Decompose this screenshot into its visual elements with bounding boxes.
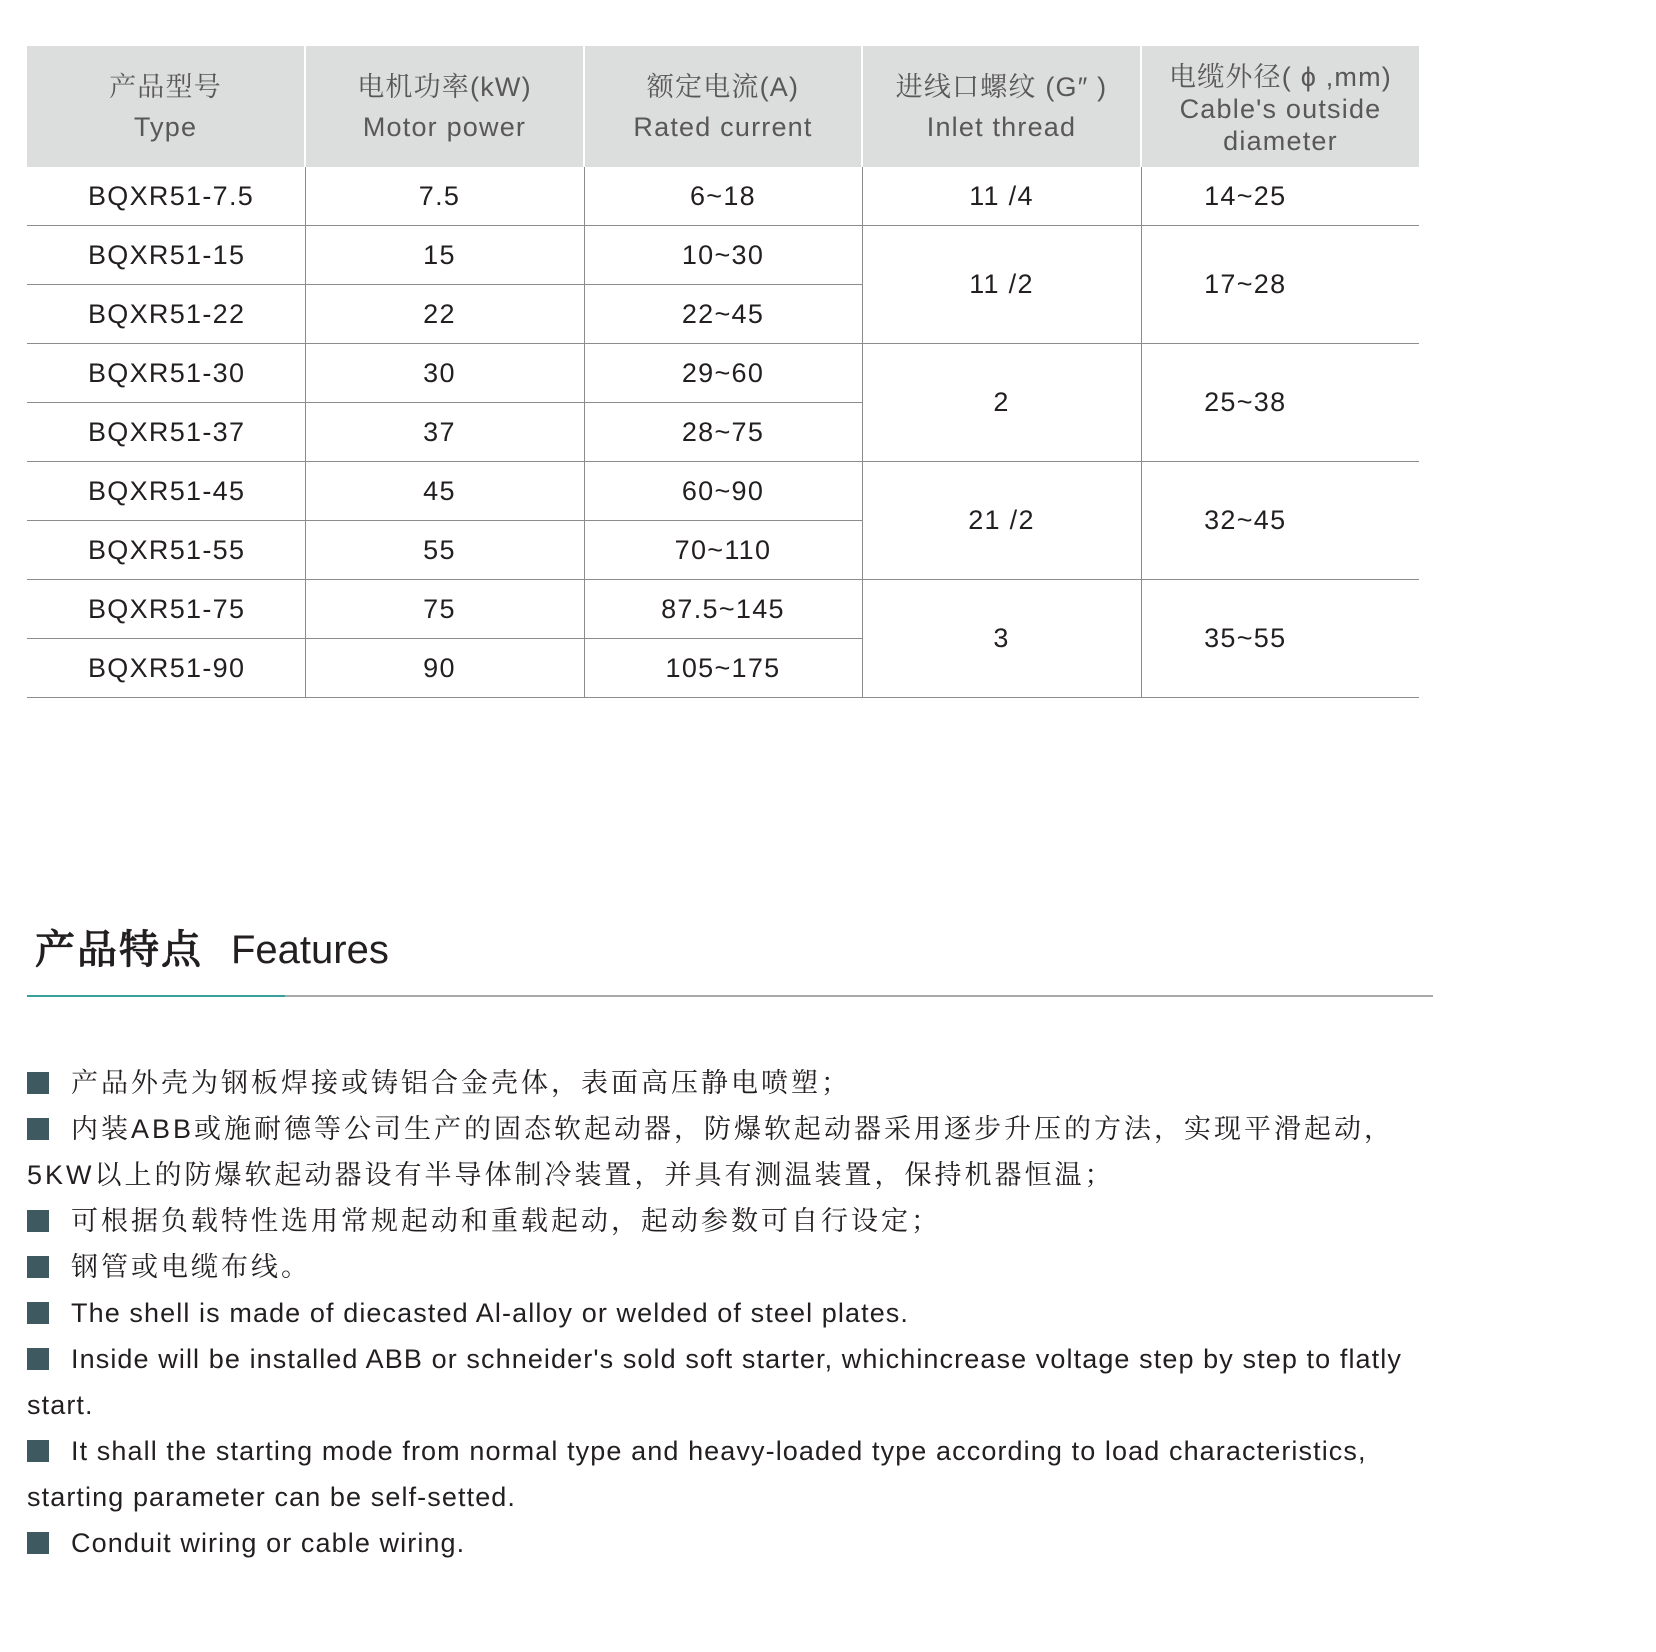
title-accent-rule [27, 995, 285, 997]
list-item [27, 1244, 1447, 1290]
cell-type: BQXR51-7.5 [27, 167, 305, 226]
spec-table [27, 46, 1419, 698]
cell-power: 55 [305, 521, 584, 580]
cell-current: 105~175 [584, 639, 862, 698]
cell-power: 90 [305, 639, 584, 698]
list-item [27, 1428, 1447, 1520]
square-bullet-icon [27, 1118, 49, 1140]
header-thread [862, 46, 1141, 167]
cell-thread: 11 /4 [862, 167, 1141, 226]
list-item [27, 1336, 1447, 1428]
cell-current: 28~75 [584, 403, 862, 462]
cell-thread: 3 [862, 580, 1141, 698]
feature-text: The shell is made of diecasted Al-alloy or welded of steel plates. [71, 1298, 910, 1328]
list-item [27, 1106, 1447, 1198]
cell-current: 22~45 [584, 285, 862, 344]
cell-current: 60~90 [584, 462, 862, 521]
cell-type: BQXR51-75 [27, 580, 305, 639]
cell-type: BQXR51-30 [27, 344, 305, 403]
cell-cable: 35~55 [1141, 580, 1419, 698]
list-item [27, 1060, 1447, 1106]
header-power [305, 46, 584, 167]
cell-cable: 14~25 [1141, 167, 1419, 226]
square-bullet-icon [27, 1256, 49, 1278]
cell-thread: 2 [862, 344, 1141, 462]
cell-power: 7.5 [305, 167, 584, 226]
square-bullet-icon [27, 1348, 49, 1370]
feature-text: Conduit wiring or cable wiring. [71, 1528, 466, 1558]
cell-cable: 25~38 [1141, 344, 1419, 462]
list-item [27, 1198, 1447, 1244]
feature-text: 钢管或电缆布线。 [71, 1252, 311, 1282]
cell-power: 75 [305, 580, 584, 639]
table-row [27, 344, 1419, 403]
cell-type: BQXR51-37 [27, 403, 305, 462]
table-row [27, 226, 1419, 285]
square-bullet-icon [27, 1440, 49, 1462]
header-type-en: Type [133, 111, 198, 142]
header-current-en: Rated current [633, 111, 813, 142]
header-type-cn: 产品型号 [109, 71, 222, 102]
cell-current: 87.5~145 [584, 580, 862, 639]
feature-text: 可根据负载特性选用常规起动和重载起动，起动参数可自行设定； [71, 1206, 941, 1236]
features-title-en: Features [231, 928, 389, 972]
cell-power: 15 [305, 226, 584, 285]
feature-text: 产品外壳为钢板焊接或铸铝合金壳体，表面高压静电喷塑； [71, 1068, 851, 1098]
cell-type: BQXR51-22 [27, 285, 305, 344]
cell-cable: 17~28 [1141, 226, 1419, 344]
square-bullet-icon [27, 1072, 49, 1094]
cell-thread: 11 /2 [862, 226, 1141, 344]
feature-text: It shall the starting mode from normal type and heavy-loaded type according to load characteristics, starting parameter can be self-setted. [27, 1436, 1367, 1512]
header-power-en: Motor power [362, 111, 527, 142]
cell-type: BQXR51-55 [27, 521, 305, 580]
cell-thread: 21 /2 [862, 462, 1141, 580]
cell-power: 45 [305, 462, 584, 521]
cell-current: 6~18 [584, 167, 862, 226]
features-title [35, 918, 389, 975]
cell-type: BQXR51-15 [27, 226, 305, 285]
cell-power: 22 [305, 285, 584, 344]
cell-current: 29~60 [584, 344, 862, 403]
table-row [27, 462, 1419, 521]
cell-power: 30 [305, 344, 584, 403]
title-divider [285, 995, 1433, 997]
square-bullet-icon [27, 1210, 49, 1232]
square-bullet-icon [27, 1532, 49, 1554]
cell-current: 10~30 [584, 226, 862, 285]
list-item [27, 1290, 1447, 1336]
features-list [27, 1060, 1447, 1566]
header-current [584, 46, 862, 167]
header-cable-en: Cable's outside diameter [1179, 93, 1382, 156]
header-current-cn: 额定电流(A) [646, 71, 800, 102]
feature-text: 内装ABB或施耐德等公司生产的固态软起动器，防爆软起动器采用逐步升压的方法，实现平滑起动，5KW以上的防爆软起动器设有半导体制冷装置，并具有测温装置，保持机器恒温； [27, 1114, 1395, 1190]
cell-power: 37 [305, 403, 584, 462]
header-cable [1141, 46, 1419, 167]
table-row [27, 580, 1419, 639]
header-thread-en: Inlet thread [926, 111, 1077, 142]
header-thread-cn: 进线口螺纹 (G″ ) [895, 71, 1108, 102]
header-cable-cn: 电缆外径( ϕ ,mm) [1169, 61, 1392, 92]
table-row [27, 167, 1419, 226]
features-title-cn: 产品特点 [35, 928, 203, 972]
table-header-row [27, 46, 1419, 167]
cell-type: BQXR51-90 [27, 639, 305, 698]
list-item [27, 1520, 1447, 1566]
square-bullet-icon [27, 1302, 49, 1324]
cell-cable: 32~45 [1141, 462, 1419, 580]
feature-text: Inside will be installed ABB or schneider's sold soft starter, whichincrease voltage step by step to flatly start. [27, 1344, 1402, 1420]
cell-current: 70~110 [584, 521, 862, 580]
header-type [27, 46, 305, 167]
cell-type: BQXR51-45 [27, 462, 305, 521]
header-power-cn: 电机功率(kW) [357, 71, 532, 102]
